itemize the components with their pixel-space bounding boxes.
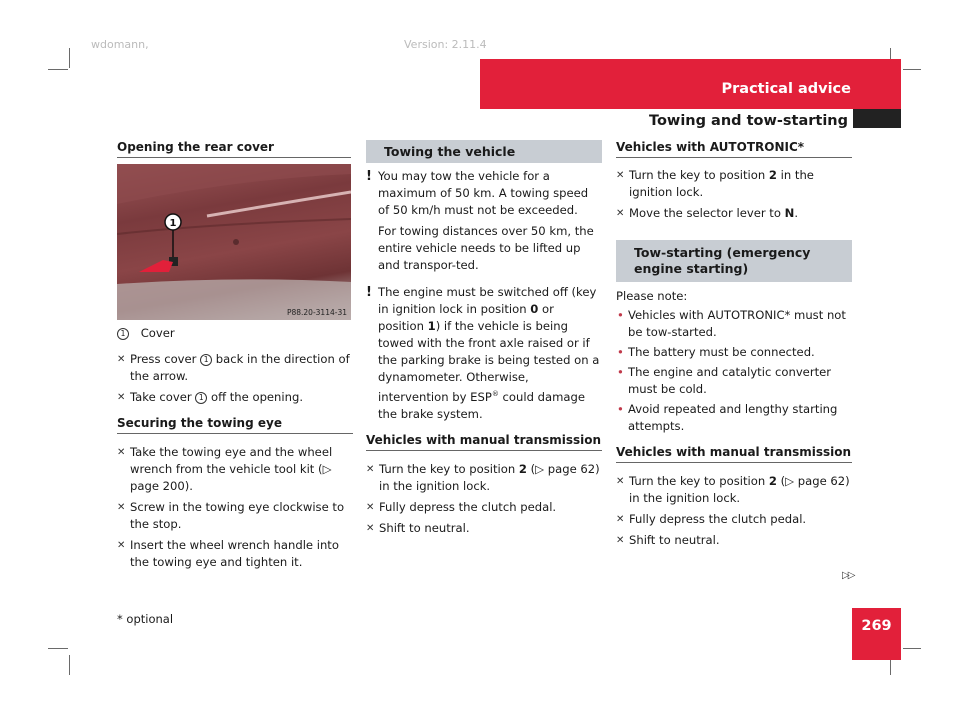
step-text: Shift to neutral. [379,520,470,535]
step-arrow-icon: ✕ [117,447,126,458]
step-arrow-icon: ✕ [366,463,375,475]
note-label: Please note: [616,289,688,303]
watermark-right: Version: 2.11.4 [404,38,487,51]
step-text: Press cover [130,352,201,366]
header-tab [853,109,901,128]
heading-manual-transmission: Vehicles with manual transmission [366,433,602,451]
warning-text: or position [378,302,554,333]
step-arrow-icon: ✕ [616,535,625,546]
step-item [117,389,353,406]
step-item [616,511,852,528]
bullet-item [616,344,852,361]
step-text: Shift to neutral. [629,533,720,547]
step-text: Take cover [130,390,196,404]
legend-text: Cover [140,326,175,340]
footnote: * optional [117,612,174,626]
step-item [366,499,602,516]
step-text: Move the selector lever to [629,206,785,220]
step-item [616,167,852,201]
warning-note [366,168,602,219]
step-item [117,351,353,385]
step-arrow-icon: ✕ [117,540,126,551]
callout-number: 1 [117,328,129,340]
warning-note [366,284,602,423]
step-text: Turn the key to position [629,474,769,488]
step-text: Take the towing eye and the wheel wrench from the vehicle tool kit (▷ page 200). [130,445,333,493]
step-text: Screw in the towing eye clockwise to the stop. [130,500,345,531]
step-arrow-icon: ✕ [616,476,625,487]
heading-tow-starting: Tow-starting (emergency engine starting) [616,240,852,282]
step-item [117,444,353,495]
step-text: Fully depress the clutch pedal. [379,499,557,514]
photo-callout: 1 [169,218,177,229]
photo-code: P88.20-3114-31 [286,308,347,317]
bullet-item [616,364,852,398]
legend-item [117,325,353,342]
bullet-dot-icon: • [617,402,624,416]
step-arrow-icon: ✕ [616,208,625,219]
key-position: 2 [768,474,777,488]
step-item [616,205,852,222]
crop-mark [903,648,921,649]
selector-position: N [784,206,795,220]
crop-mark [69,48,70,68]
column-1-text [117,325,353,575]
rear-cover-photo [117,164,351,320]
step-item [366,520,602,537]
callout-number: 1 [200,354,212,366]
bullet-item [616,307,852,341]
bullet-text: Vehicles with AUTOTRONIC* must not be tow-started. [628,308,846,339]
heading-towing-vehicle: Towing the vehicle [366,140,602,163]
bullet-text: The battery must be connected. [628,345,815,359]
warning-icon: ! [366,169,372,184]
warning-text: could damage the brake system. [378,389,585,421]
registered-mark: ® [491,390,499,398]
bumper-illustration [117,164,351,320]
watermark-left: wdomann, [91,38,149,51]
step-text: Turn the key to position [379,461,519,476]
heading-manual-transmission: Vehicles with manual transmission [616,445,852,463]
callout-number: 1 [195,392,207,404]
step-text: in the ignition lock. [629,168,814,199]
step-item [366,461,602,495]
warning-text: ) if the vehicle is being towed with the front axle raised or if the parking brake is being tested on a dynamometer. Otherwise, intervention by ESP [378,319,600,404]
step-arrow-icon: ✕ [366,501,375,513]
column-1 [117,140,351,158]
crop-mark [48,69,68,70]
column-3 [616,140,852,553]
page-number: 269 [861,618,892,634]
bullet-dot-icon: • [617,365,624,379]
crop-mark [903,69,921,70]
key-position: 2 [518,461,527,476]
step-text: back in the direction of the arrow. [130,352,350,383]
step-arrow-icon: ✕ [117,502,126,513]
step-item [117,537,353,571]
heading-opening-rear-cover: Opening the rear cover [117,140,351,158]
step-arrow-icon: ✕ [616,514,625,525]
step-item [616,532,852,549]
continue-marker-icon: ▷▷ [842,570,854,581]
section-header [480,59,901,109]
step-text: . [794,206,798,220]
heading-securing-towing-eye: Securing the towing eye [117,416,353,434]
step-text: (▷ page 62) in the ignition lock. [629,474,850,505]
warning-text-continued: For towing distances over 50 km, the entire vehicle needs to be lifted up and transpor-ted. [378,224,594,272]
step-text: Fully depress the clutch pedal. [629,512,807,526]
bullet-text: Avoid repeated and lengthy starting attempts. [628,402,838,433]
warning-text: You may tow the vehicle for a maximum of 50 km. A towing speed of 50 km/h must not be exceeded. [378,169,589,217]
section-title: Practical advice [721,81,851,97]
heading-autotronic: Vehicles with AUTOTRONIC* [616,140,852,158]
step-text: Insert the wheel wrench handle into the towing eye and tighten it. [130,538,339,569]
warning-icon: ! [366,285,372,300]
page-number-box [852,608,901,660]
step-item [117,499,353,533]
crop-mark [48,648,68,649]
bullet-dot-icon: • [617,308,624,322]
step-item [616,473,852,507]
key-position: 1 [427,319,436,333]
bullet-item [616,401,852,435]
step-text: Turn the key to position [629,168,769,182]
key-position: 0 [530,302,539,316]
step-text: off the opening. [207,390,304,404]
step-text: (▷ page 62) in the ignition lock. [379,461,600,493]
crop-mark [69,655,70,675]
column-2 [366,140,602,541]
bullet-text: The engine and catalytic converter must be cold. [628,365,832,396]
page-title: Towing and tow-starting [649,113,848,129]
key-position: 2 [768,168,777,182]
step-arrow-icon: ✕ [117,392,126,403]
warning-text: The engine must be switched off (key in ignition lock in position [378,285,597,316]
step-arrow-icon: ✕ [616,170,625,181]
step-arrow-icon: ✕ [366,522,375,534]
bullet-dot-icon: • [617,345,624,359]
step-arrow-icon: ✕ [117,354,126,365]
